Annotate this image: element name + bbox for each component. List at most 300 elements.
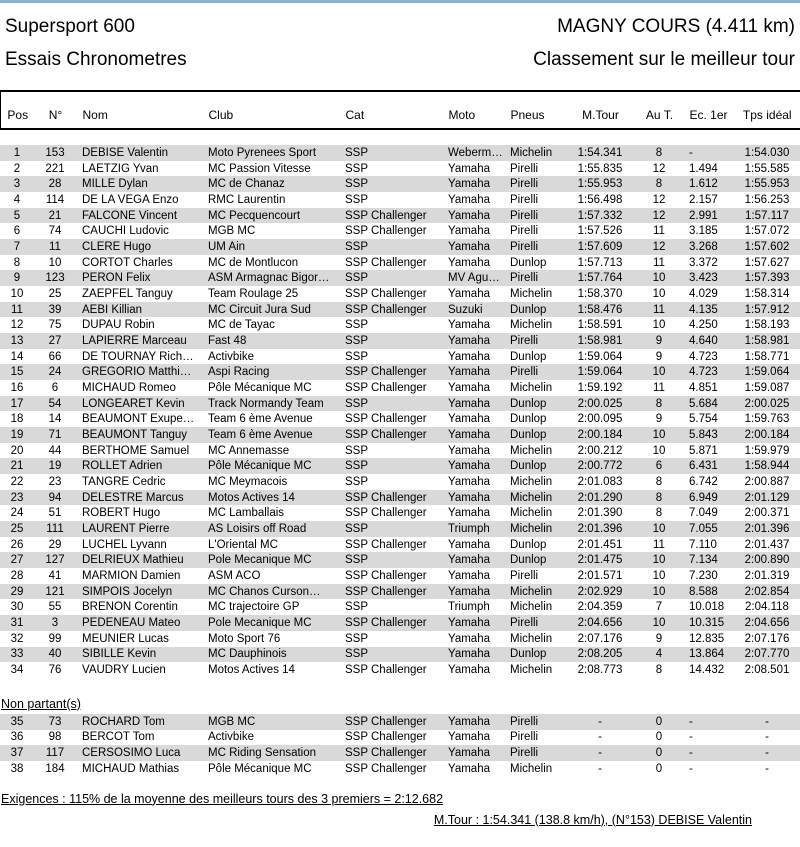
column-header-mtour: M.Tour (567, 92, 635, 129)
cell-cat: SSP Challenger (345, 538, 427, 551)
cell-num: 51 (48, 507, 62, 520)
cell-nom: PERON Felix (82, 272, 151, 285)
table-row (0, 537, 800, 553)
cell-nom: LAETZIG Yvan (82, 162, 159, 175)
cell-ec1er: 4.250 (689, 319, 718, 332)
cell-moto: Yamaha (448, 585, 490, 598)
cell-pneus: Michelin (510, 381, 553, 394)
cell-tpsideal: 1:57.072 (744, 225, 790, 238)
cell-nom: CERSOSIMO Luca (82, 747, 181, 760)
cell-aut: 9 (655, 350, 663, 363)
cell-ec1er: 2.157 (689, 193, 718, 206)
cell-num: 11 (49, 240, 61, 253)
cell-club: Pôle Mécanique MC (208, 762, 312, 775)
cell-pos: 4 (13, 193, 21, 206)
cell-ec1er: - (689, 731, 693, 744)
cell-pos: 16 (10, 381, 24, 394)
cell-club: RMC Laurentin (208, 193, 286, 206)
cell-mtour: 1:57.332 (577, 209, 623, 222)
cell-ec1er: 3.423 (689, 272, 718, 285)
table-row (0, 730, 800, 746)
cell-pneus: Michelin (510, 507, 553, 520)
results-table-header (0, 92, 800, 130)
cell-num: 25 (48, 287, 62, 300)
cell-moto: Yamaha (448, 178, 490, 191)
cell-pos: 38 (10, 762, 24, 775)
results-table (0, 145, 800, 678)
cell-nom: ROBERT Hugo (82, 507, 161, 520)
cell-nom: DE LA VEGA Enzo (82, 193, 179, 206)
cell-mtour: 1:55.835 (577, 162, 623, 175)
cell-aut: 4 (655, 648, 663, 661)
cell-ec1er: 5.871 (689, 444, 718, 457)
cell-ec1er: 6.949 (689, 491, 718, 504)
table-row (0, 745, 800, 761)
cell-moto: Yamaha (448, 334, 490, 347)
cell-pos: 2 (13, 162, 21, 175)
cell-moto: Yamaha (448, 460, 490, 473)
cell-moto: Yamaha (448, 428, 490, 441)
cell-tpsideal: - (765, 715, 769, 728)
cell-tpsideal: - (765, 762, 769, 775)
cell-tpsideal: 1:58.193 (744, 319, 790, 332)
cell-ec1er: 3.185 (689, 225, 718, 238)
cell-pos: 34 (10, 664, 24, 676)
cell-pneus: Pirelli (510, 569, 539, 582)
cell-pneus: Michelin (510, 664, 553, 676)
cell-club: MGB MC (208, 225, 256, 238)
cell-ec1er: 7.055 (689, 522, 718, 535)
cell-aut: 11 (653, 225, 665, 238)
cell-tpsideal: 1:57.393 (744, 272, 790, 285)
cell-nom: LONGEARET Kevin (82, 397, 185, 410)
cell-mtour: 1:58.981 (577, 334, 623, 347)
cell-mtour: 2:01.451 (577, 538, 623, 551)
table-row (0, 761, 800, 777)
table-row (0, 714, 800, 730)
cell-tpsideal: 2:00.887 (744, 475, 790, 488)
cell-moto: Yamaha (448, 193, 490, 206)
column-header-tpsideal: Tps idéal (735, 92, 800, 129)
table-row (0, 490, 800, 506)
classification-subtitle: Classement sur le meilleur tour (533, 49, 795, 70)
cell-pos: 27 (10, 554, 24, 567)
cell-club: Pole Mecanique MC (208, 554, 312, 567)
cell-nom: CORTOT Charles (82, 256, 173, 269)
cell-moto: Yamaha (448, 225, 490, 238)
cell-nom: BRENON Corentin (82, 601, 178, 614)
cell-club: Moto Pyrenees Sport (208, 146, 317, 159)
cell-cat: SSP (345, 193, 369, 206)
cell-nom: AEBI Killian (82, 303, 143, 316)
cell-pos: 28 (10, 569, 24, 582)
cell-num: 153 (45, 146, 65, 159)
cell-tpsideal: 2:02.854 (744, 585, 790, 598)
cell-ec1er: 10.018 (689, 601, 725, 614)
cell-pneus: Pirelli (510, 162, 539, 175)
cell-ec1er: 14.432 (689, 664, 725, 676)
cell-moto: Yamaha (448, 240, 490, 253)
table-row (0, 615, 800, 631)
cell-num: 27 (48, 334, 62, 347)
cell-num: 14 (48, 413, 62, 426)
cell-pneus: Michelin (510, 287, 553, 300)
cell-moto: Yamaha (448, 381, 490, 394)
cell-num: 76 (48, 664, 62, 676)
column-header-pos: Pos (1, 92, 35, 129)
cell-moto: Yamaha (448, 664, 490, 676)
cell-club: Moto Sport 76 (208, 632, 281, 645)
cell-ec1er: 6.431 (689, 460, 718, 473)
cell-num: 44 (48, 444, 62, 457)
cell-pos: 24 (10, 507, 24, 520)
cell-num: 121 (45, 585, 65, 598)
cell-moto: Yamaha (448, 413, 490, 426)
cell-tpsideal: 1:59.763 (744, 413, 790, 426)
cell-club: Team 6 ème Avenue (208, 413, 313, 426)
column-header-row (1, 92, 800, 129)
cell-mtour: 2:02.929 (577, 585, 623, 598)
table-row (0, 411, 800, 427)
cell-mtour: 1:59.064 (577, 350, 623, 363)
cell-club: MC Meymacois (208, 475, 288, 488)
cell-ec1er: 5.684 (689, 397, 718, 410)
cell-ec1er: 12.835 (689, 632, 725, 645)
cell-cat: SSP Challenger (345, 287, 427, 300)
non-partants-label: Non partant(s) (1, 696, 81, 711)
cell-mtour: - (598, 731, 602, 744)
cell-pneus: Michelin (510, 444, 553, 457)
cell-pneus: Dunlop (510, 648, 547, 661)
circuit-title: MAGNY COURS (4.411 km) (557, 16, 795, 37)
cell-num: 6 (51, 381, 59, 394)
cell-ec1er: 8.588 (689, 585, 718, 598)
cell-num: 94 (48, 491, 62, 504)
cell-num: 19 (48, 460, 62, 473)
cell-pneus: Michelin (510, 146, 553, 159)
cell-aut: 12 (652, 193, 666, 206)
cell-num: 28 (48, 178, 62, 191)
cell-cat: SSP (345, 397, 369, 410)
table-row (0, 223, 800, 239)
cell-pos: 20 (10, 444, 24, 457)
cell-pneus: Dunlop (510, 413, 547, 426)
cell-club: MC Lamballais (208, 507, 285, 520)
cell-pos: 5 (13, 209, 21, 222)
cell-club: Pôle Mécanique MC (208, 381, 312, 394)
cell-mtour: 2:00.772 (577, 460, 623, 473)
cell-aut: 0 (655, 747, 663, 760)
cell-mtour: 2:01.571 (577, 569, 623, 582)
cell-cat: SSP (345, 648, 369, 661)
cell-mtour: - (598, 715, 602, 728)
cell-aut: 10 (652, 272, 666, 285)
cell-pneus: Dunlop (510, 428, 547, 441)
cell-moto: Yamaha (448, 287, 490, 300)
cell-mtour: 2:01.396 (577, 522, 623, 535)
cell-club: MC Riding Sensation (208, 747, 317, 760)
cell-moto: Yamaha (448, 554, 490, 567)
column-header-moto: Moto (443, 92, 505, 129)
cell-pos: 23 (10, 491, 24, 504)
cell-nom: DUPAU Robin (82, 319, 155, 332)
cell-ec1er: 4.723 (689, 350, 718, 363)
column-header-num: N° (35, 92, 77, 129)
cell-mtour: - (598, 762, 602, 775)
cell-mtour: 1:54.341 (577, 146, 623, 159)
cell-club: Activbike (208, 350, 255, 363)
cell-aut: 11 (653, 256, 665, 269)
cell-club: MC Passion Vitesse (208, 162, 311, 175)
cell-cat: SSP (345, 460, 369, 473)
cell-aut: 8 (655, 178, 663, 191)
cell-cat: SSP (345, 444, 369, 457)
cell-pos: 10 (10, 287, 24, 300)
cell-cat: SSP Challenger (345, 664, 427, 676)
cell-pos: 13 (10, 334, 24, 347)
cell-num: 39 (48, 303, 62, 316)
cell-tpsideal: 1:59.979 (744, 444, 790, 457)
table-row (0, 333, 800, 349)
cell-cat: SSP (345, 475, 369, 488)
cell-nom: CLERE Hugo (82, 240, 152, 253)
cell-club: Aspi Racing (208, 366, 270, 379)
cell-aut: 11 (653, 303, 665, 316)
cell-pneus: Michelin (510, 585, 553, 598)
cell-nom: BERTHOME Samuel (82, 444, 190, 457)
cell-tpsideal: 1:58.771 (744, 350, 790, 363)
cell-mtour: 1:58.370 (577, 287, 623, 300)
cell-tpsideal: 1:58.314 (744, 287, 790, 300)
cell-tpsideal: - (765, 731, 769, 744)
table-row (0, 364, 800, 380)
cell-ec1er: 1.612 (689, 178, 718, 191)
cell-cat: SSP Challenger (345, 616, 427, 629)
cell-cat: SSP (345, 162, 369, 175)
cell-aut: 8 (655, 146, 663, 159)
cell-pos: 14 (10, 350, 24, 363)
cell-tpsideal: 2:00.025 (744, 397, 790, 410)
cell-club: Motos Actives 14 (208, 664, 295, 676)
cell-pos: 37 (10, 747, 24, 760)
cell-club: MC Dauphinois (208, 648, 287, 661)
cell-ec1er: 4.135 (689, 303, 718, 316)
cell-mtour: 2:04.656 (577, 616, 623, 629)
cell-ec1er: 4.029 (689, 287, 718, 300)
cell-moto: Triumph (448, 601, 490, 614)
column-header-club: Club (203, 92, 340, 129)
cell-ec1er: 5.754 (689, 413, 718, 426)
cell-num: 71 (48, 428, 62, 441)
cell-moto: Yamaha (448, 366, 490, 379)
cell-moto: Yamaha (448, 507, 490, 520)
cell-nom: LUCHEL Lyvann (82, 538, 167, 551)
cell-tpsideal: 1:59.064 (744, 366, 790, 379)
table-row (0, 349, 800, 365)
cell-moto: Suzuki (448, 303, 483, 316)
cell-moto: Yamaha (448, 444, 490, 457)
cell-aut: 9 (655, 334, 663, 347)
cell-cat: SSP Challenger (345, 569, 427, 582)
cell-aut: 8 (655, 475, 663, 488)
cell-moto: Yamaha (448, 162, 490, 175)
cell-pneus: Pirelli (510, 715, 539, 728)
cell-cat: SSP (345, 178, 369, 191)
column-header-cat: Cat (340, 92, 443, 129)
cell-ec1er: 7.110 (689, 538, 717, 551)
table-row (0, 208, 800, 224)
cell-mtour: 1:55.953 (577, 178, 623, 191)
cell-moto: Yamaha (448, 762, 490, 775)
cell-tpsideal: - (765, 747, 769, 760)
cell-club: MC Chanos Curson… (208, 585, 321, 598)
cell-moto: Yamaha (448, 209, 490, 222)
cell-pneus: Dunlop (510, 460, 547, 473)
cell-pneus: Dunlop (510, 350, 547, 363)
cell-mtour: 2:01.390 (577, 507, 623, 520)
column-header-ec1er: Ec. 1er (685, 92, 735, 129)
cell-club: L'Oriental MC (208, 538, 278, 551)
column-header-pneus: Pneus (505, 92, 567, 129)
cell-aut: 10 (652, 569, 666, 582)
cell-num: 73 (48, 715, 62, 728)
cell-mtour: 2:01.290 (577, 491, 623, 504)
cell-pneus: Pirelli (510, 272, 539, 285)
cell-aut: 0 (655, 715, 663, 728)
table-row (0, 270, 800, 286)
cell-pos: 11 (11, 303, 23, 316)
cell-mtour: 2:04.359 (577, 601, 623, 614)
cell-num: 66 (48, 350, 62, 363)
cell-tpsideal: 2:01.437 (744, 538, 790, 551)
table-row (0, 584, 800, 600)
cell-mtour: 2:00.095 (577, 413, 623, 426)
cell-aut: 12 (652, 162, 666, 175)
cell-nom: PEDENEAU Mateo (82, 616, 181, 629)
document-header (0, 3, 800, 92)
cell-ec1er: 6.742 (689, 475, 718, 488)
table-row (0, 474, 800, 490)
cell-aut: 10 (652, 444, 666, 457)
cell-aut: 10 (652, 554, 666, 567)
cell-aut: 10 (652, 585, 666, 598)
cell-moto: Yamaha (448, 648, 490, 661)
cell-aut: 8 (655, 491, 663, 504)
cell-aut: 10 (652, 616, 666, 629)
cell-pos: 7 (13, 240, 21, 253)
cell-cat: SSP Challenger (345, 428, 427, 441)
cell-pneus: Pirelli (510, 240, 539, 253)
cell-ec1er: - (689, 146, 693, 159)
cell-mtour: 1:58.591 (577, 319, 623, 332)
cell-pos: 22 (10, 475, 24, 488)
table-row (0, 427, 800, 443)
cell-mtour: 2:07.176 (577, 632, 623, 645)
cell-tpsideal: 1:57.117 (745, 209, 789, 222)
cell-nom: LAURENT Pierre (82, 522, 170, 535)
cell-num: 98 (48, 731, 62, 744)
cell-num: 127 (45, 554, 65, 567)
cell-pneus: Dunlop (510, 538, 547, 551)
cell-club: Track Normandy Team (208, 397, 324, 410)
non-partants-table (0, 714, 800, 777)
cell-nom: VAUDRY Lucien (82, 664, 166, 676)
cell-club: ASM ACO (208, 569, 261, 582)
cell-club: Team 6 ème Avenue (208, 428, 313, 441)
cell-ec1er: - (689, 747, 693, 760)
table-row (0, 255, 800, 271)
cell-ec1er: 13.864 (689, 648, 725, 661)
table-row (0, 552, 800, 568)
table-row (0, 302, 800, 318)
cell-nom: FALCONE Vincent (82, 209, 178, 222)
table-row (0, 599, 800, 615)
cell-tpsideal: 2:08.501 (744, 664, 790, 676)
cell-pneus: Pirelli (510, 209, 539, 222)
cell-num: 111 (46, 522, 64, 535)
cell-tpsideal: 2:01.396 (744, 522, 790, 535)
cell-moto: Yamaha (448, 538, 490, 551)
cell-pneus: Dunlop (510, 397, 547, 410)
cell-mtour: 2:00.212 (577, 444, 623, 457)
cell-ec1er: 7.049 (689, 507, 718, 520)
cell-club: MC Annemasse (208, 444, 290, 457)
cell-aut: 8 (655, 664, 663, 676)
cell-ec1er: 10.315 (689, 616, 725, 629)
cell-ec1er: - (689, 762, 693, 775)
cell-num: 117 (45, 747, 65, 760)
cell-mtour: 1:56.498 (577, 193, 623, 206)
cell-moto: MV Agu… (448, 272, 500, 285)
cell-ec1er: 2.991 (689, 209, 718, 222)
cell-pneus: Pirelli (510, 616, 539, 629)
cell-moto: Yamaha (448, 475, 490, 488)
cell-cat: SSP (345, 601, 369, 614)
cell-mtour: 2:08.773 (577, 664, 623, 676)
cell-pos: 8 (13, 256, 21, 269)
session-title: Essais Chronometres (5, 49, 187, 70)
cell-pneus: Dunlop (510, 554, 547, 567)
cell-moto: Yamaha (448, 319, 490, 332)
cell-nom: DE TOURNAY Rich… (82, 350, 194, 363)
cell-nom: BEAUMONT Exupe… (82, 413, 195, 426)
cell-nom: DEBISE Valentin (82, 146, 169, 159)
cell-moto: Yamaha (448, 256, 490, 269)
cell-cat: SSP (345, 146, 369, 159)
cell-nom: MICHAUD Mathias (82, 762, 180, 775)
table-row (0, 396, 800, 412)
cell-nom: MEUNIER Lucas (82, 632, 169, 645)
cell-cat: SSP Challenger (345, 762, 427, 775)
cell-pos: 32 (10, 632, 24, 645)
cell-pos: 6 (13, 225, 21, 238)
cell-tpsideal: 1:58.981 (744, 334, 790, 347)
requirements-note: Exigences : 115% de la moyenne des meilleurs tours des 3 premiers = 2:12.682 (1, 791, 444, 806)
cell-moto: Yamaha (448, 715, 490, 728)
cell-cat: SSP Challenger (345, 303, 427, 316)
cell-club: MC Pecquencourt (208, 209, 301, 222)
column-header-aut: Au T. (635, 92, 685, 129)
cell-num: 54 (48, 397, 62, 410)
cell-mtour: 2:00.025 (577, 397, 623, 410)
cell-ec1er: 4.723 (689, 366, 718, 379)
cell-pneus: Dunlop (510, 303, 547, 316)
cell-cat: SSP Challenger (345, 225, 427, 238)
cell-nom: MARMION Damien (82, 569, 181, 582)
cell-num: 24 (48, 366, 62, 379)
cell-mtour: 2:01.475 (577, 554, 623, 567)
cell-moto: Triumph (448, 522, 490, 535)
